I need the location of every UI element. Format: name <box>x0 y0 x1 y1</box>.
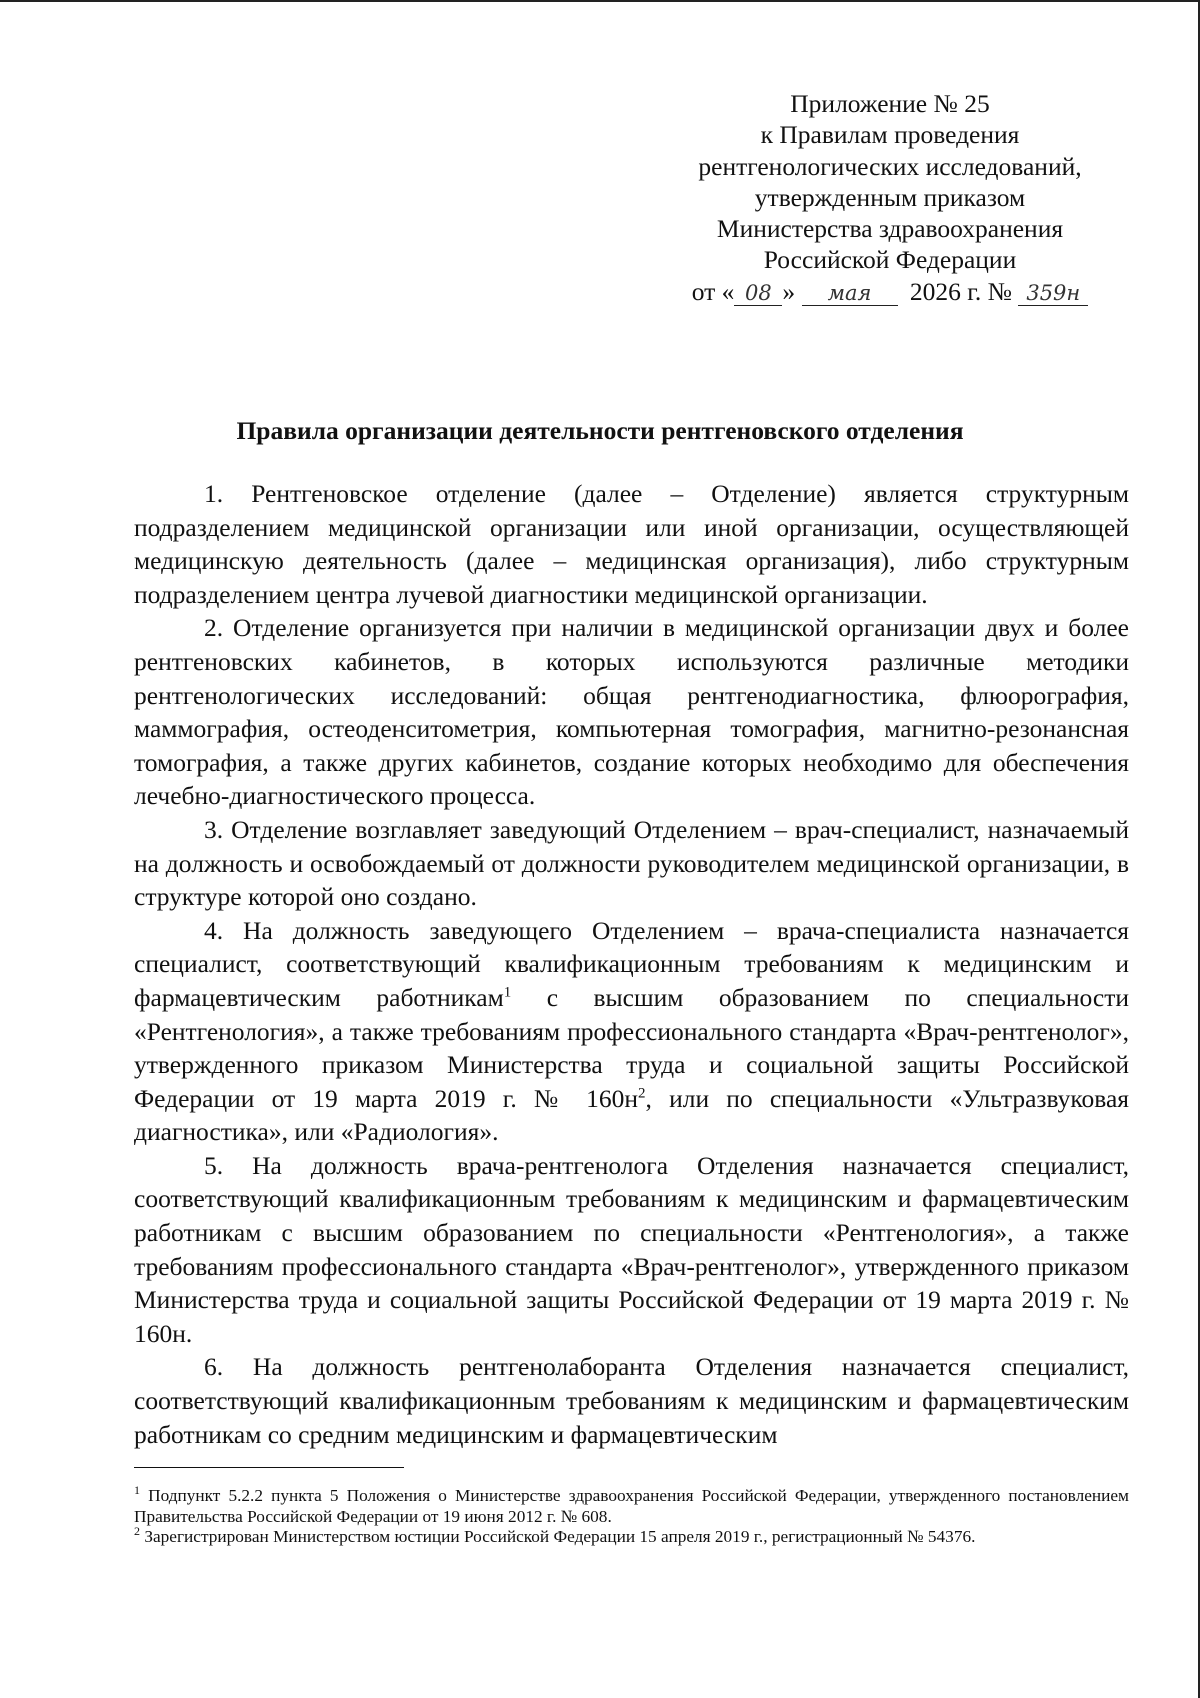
paragraph-6: 6. На должность рентгенолаборанта Отделения назначается специалист, соответствующий квалификационным требованиям к медицинским и фармацевтическим работникам со средним медицинским и фармацевтическим <box>134 1352 1129 1449</box>
paragraph-5: 5. На должность врача-рентгенолога Отделения назначается специалист, соответствующий квалификационным требованиям к медицинским и фармацевтическим работникам с высшим образованием по специальности «Рентгенология», а также требованиям профессионального стандарта «Врач-рентгенолог», утвержденного приказом Министерства труда и социальной защиты Российской Федерации от 19 марта 2019 г. № 160н. <box>134 1150 1129 1348</box>
handwritten-day: 08 <box>734 281 782 306</box>
paragraph-4-part-a: 4. На должность заведующего Отделением – врача-специалиста назначается специалист, соответствующий квалификационным требованиям к медицинским и фармацевтическим работникам <box>134 915 1129 1012</box>
footnote-ref-1: 1 <box>503 984 512 1001</box>
date-close-quote: » <box>782 276 796 306</box>
footnotes <box>134 1483 1129 1548</box>
appendix-line-ministry: Министерства здравоохранения <box>716 214 1064 244</box>
appendix-line-research: рентгенологических исследований, <box>698 151 1082 181</box>
footnote-2-mark: 2 <box>134 1524 140 1539</box>
paragraph-4-part-c: , или по специальности «Ультразвуковая диагностика», или «Радиология». <box>134 1083 1130 1147</box>
appendix-line-rules: к Правилам проведения <box>760 120 1020 150</box>
paragraph-4 <box>134 914 1129 1149</box>
paragraph-3: 3. Отделение возглавляет заведующий Отделением – врач-специалист, назначаемый на должность и освобождаемый от должности руководителем медицинской организации, в структуре которой оно создано. <box>134 814 1129 912</box>
date-year-label: 2026 г. № <box>909 276 1012 306</box>
scan-edge-top <box>0 0 1200 2</box>
appendix-number: Приложение № 25 <box>790 89 990 118</box>
paragraph-4-part-b: с высшим образованием по специальности «Рентгенология», а также требованиям профессионального стандарта «Врач-рентгенолог», утвержденного приказом Министерства труда и социальной защиты Российской Федерации от 19 марта 2019 г. № 160н <box>134 982 1129 1113</box>
handwritten-order-number: 359н <box>1018 281 1088 306</box>
footnote-1-mark: 1 <box>134 1483 140 1498</box>
footnote-2-text: Зарегистрирован Министерством юстиции Российской Федерации 15 апреля 2019 г., регистрационный № 54376. <box>140 1527 976 1546</box>
document-body <box>134 477 1129 1451</box>
footnote-separator <box>134 1467 404 1468</box>
appendix-block <box>620 88 1160 307</box>
footnote-1-text: Подпункт 5.2.2 пункта 5 Положения о Министерстве здравоохранения Российской Федерации, утвержденного постановлением Правительства Российской Федерации от 19 июня 2012 г. № 608. <box>134 1486 1129 1526</box>
footnote-1 <box>134 1483 1129 1527</box>
appendix-date-line <box>620 276 1160 307</box>
handwritten-month: мая <box>802 281 898 306</box>
appendix-line-federation: Российской Федерации <box>763 245 1017 275</box>
document-title: Правила организации деятельности рентгеновского отделения <box>236 416 964 445</box>
footnote-2 <box>134 1524 1129 1548</box>
date-prefix: от « <box>691 276 735 306</box>
paragraph-1: 1. Рентгеновское отделение (далее – Отделение) является структурным подразделением медицинской организации или иной организации, осуществляющей медицинскую деятельность (далее – медицинская организация), либо структурным подразделением центра лучевой диагностики медицинской организации. <box>134 479 1129 609</box>
paragraph-2: 2. Отделение организуется при наличии в медицинской организации двух и более рентгеновских кабинетов, в которых используются различные методики рентгенологических исследований: общая рентгенодиагностика, флюорография, маммография, остеоденситометрия, компьютерная томография, магнитно-резонансная томография, а также других кабинетов, создание которых необходимо для обеспечения лечебно-диагностического процесса. <box>134 613 1129 811</box>
appendix-line-approved: утвержденным приказом <box>754 182 1026 212</box>
footnote-ref-2: 2 <box>638 1085 646 1102</box>
